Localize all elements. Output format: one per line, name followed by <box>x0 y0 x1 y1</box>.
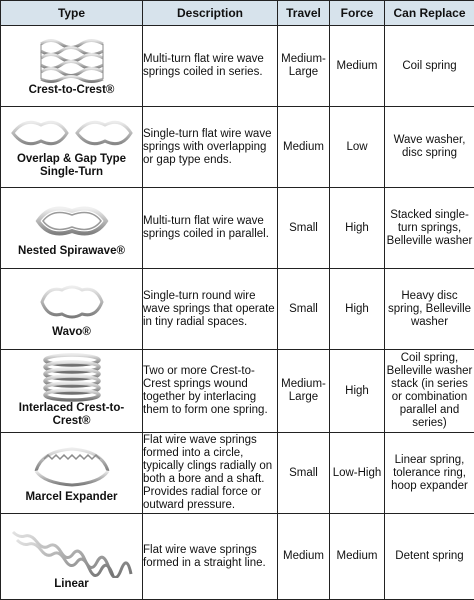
travel-cell: Medium-Large <box>278 26 330 107</box>
can-replace-cell: Coil spring, Belleville washer stack (in series or combination parallel and series) <box>385 350 474 433</box>
single-turn-wave-spring-icon <box>7 113 137 153</box>
can-replace-cell: Stacked single-turn springs, Belleville washer <box>385 188 474 269</box>
type-cell <box>1 107 143 188</box>
type-cell <box>1 26 143 107</box>
header-force: Force <box>330 1 385 26</box>
header-travel: Travel <box>278 1 330 26</box>
type-name: Nested Spirawave® <box>1 245 142 262</box>
table-row <box>1 188 474 269</box>
travel-cell: Small <box>278 269 330 350</box>
type-cell <box>1 514 143 600</box>
travel-cell: Medium <box>278 107 330 188</box>
interlaced-spring-icon <box>39 352 105 402</box>
travel-cell: Medium-Large <box>278 350 330 433</box>
table-row <box>1 350 474 433</box>
table-row <box>1 433 474 514</box>
force-cell: Low-High <box>330 433 385 514</box>
can-replace-cell: Coil spring <box>385 26 474 107</box>
can-replace-cell: Detent spring <box>385 514 474 600</box>
type-cell <box>1 188 143 269</box>
description-cell: Two or more Crest-to-Crest springs wound together by interlacing them to form one spring. <box>143 350 278 433</box>
type-cell <box>1 269 143 350</box>
table-row <box>1 514 474 600</box>
force-cell: Low <box>330 107 385 188</box>
type-name: Interlaced Crest-to-Crest® <box>1 402 142 432</box>
can-replace-cell: Wave washer, disc spring <box>385 107 474 188</box>
force-cell: Medium <box>330 514 385 600</box>
type-name: Marcel Expander <box>1 491 142 508</box>
force-cell: High <box>330 350 385 433</box>
travel-cell: Small <box>278 188 330 269</box>
type-cell <box>1 433 143 514</box>
force-cell: High <box>330 188 385 269</box>
travel-cell: Medium <box>278 514 330 600</box>
type-cell <box>1 350 143 433</box>
can-replace-cell: Linear spring, tolerance ring, hoop expander <box>385 433 474 514</box>
wavo-spring-icon <box>32 278 112 326</box>
header-row <box>1 1 474 26</box>
crest-to-crest-spring-icon <box>35 34 109 84</box>
marcel-expander-spring-icon <box>22 441 122 491</box>
description-cell: Flat wire wave springs formed in a straight line. <box>143 514 278 600</box>
nested-spirawave-spring-icon <box>30 197 114 245</box>
type-name: Linear <box>1 578 142 595</box>
can-replace-cell: Heavy disc spring, Belleville washer <box>385 269 474 350</box>
table-row <box>1 107 474 188</box>
description-cell: Single-turn round wire wave springs that operate in tiny radial spaces. <box>143 269 278 350</box>
description-cell: Single-turn flat wire wave springs with overlapping or gap type ends. <box>143 107 278 188</box>
header-type: Type <box>1 1 143 26</box>
header-description: Description <box>143 1 278 26</box>
description-cell: Multi-turn flat wire wave springs coiled in series. <box>143 26 278 107</box>
linear-spring-icon <box>7 520 137 578</box>
header-can-replace: Can Replace <box>385 1 474 26</box>
travel-cell: Small <box>278 433 330 514</box>
table-row <box>1 26 474 107</box>
force-cell: High <box>330 269 385 350</box>
type-name: Wavo® <box>1 326 142 343</box>
type-name: Crest-to-Crest® <box>1 84 142 101</box>
description-cell: Flat wire wave springs formed into a circle, typically clings radially on both a bore and a shaft. Provides radial force or outward pressure. <box>143 433 278 514</box>
type-name: Overlap & Gap Type Single-Turn <box>1 153 142 183</box>
table-row <box>1 269 474 350</box>
description-cell: Multi-turn flat wire wave springs coiled in parallel. <box>143 188 278 269</box>
force-cell: Medium <box>330 26 385 107</box>
